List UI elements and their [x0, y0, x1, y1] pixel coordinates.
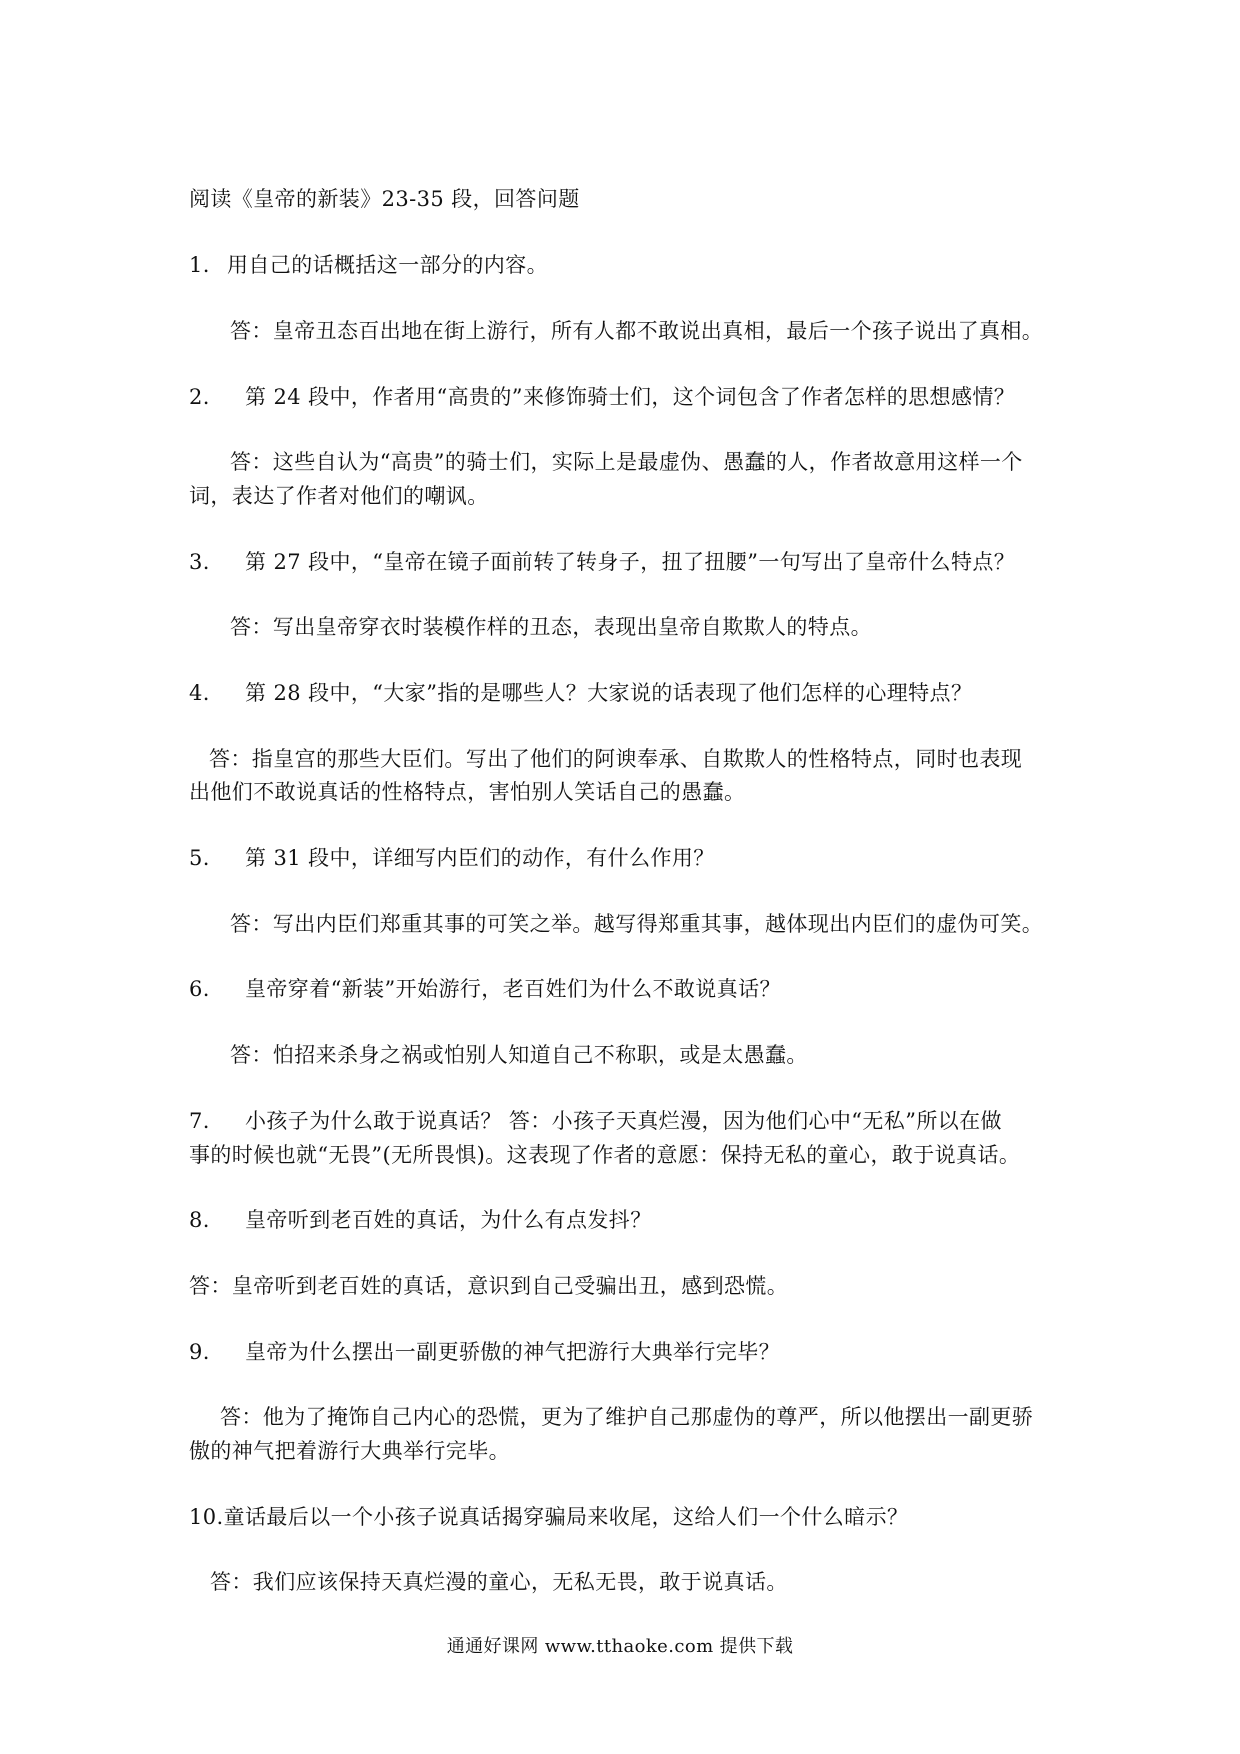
answer-9-line-2: 傲的神气把着游行大典举行完毕。 — [189, 1439, 510, 1463]
question-8 — [189, 1204, 652, 1237]
question-number: 3. — [189, 550, 210, 574]
page-footer: 通通好课网 www.tthaoke.com 提供下载 — [446, 1636, 794, 1657]
question-text: 第 24 段中，作者用“高贵的”来修饰骑士们，这个词包含了作者怎样的思想感情？ — [245, 385, 1016, 409]
question-number: 6. — [189, 977, 210, 1001]
question-text: 小孩子为什么敢于说真话？ 答：小孩子天真烂漫，因为他们心中“无私”所以在做 — [245, 1109, 1002, 1133]
question-number: 10. — [189, 1505, 224, 1529]
question-number: 4. — [189, 681, 210, 705]
question-text: 第 27 段中，“皇帝在镜子面前转了转身子，扭了扭腰”一句写出了皇帝什么特点？ — [245, 550, 1016, 574]
answer-4-line-1: 答：指皇宫的那些大臣们。写出了他们的阿谀奉承、自欺欺人的性格特点，同时也表现 — [209, 747, 1023, 771]
question-number: 5. — [189, 846, 210, 870]
answer-2-line-2: 词，表达了作者对他们的嘲讽。 — [189, 484, 489, 508]
question-number: 2. — [189, 385, 210, 409]
question-text: 第 31 段中，详细写内臣们的动作，有什么作用？ — [245, 846, 715, 870]
question-text: 皇帝为什么摆出一副更骄傲的神气把游行大典举行完毕？ — [245, 1340, 780, 1364]
question-1 — [189, 249, 548, 282]
question-text: 第 28 段中，“大家”指的是哪些人？大家说的话表现了他们怎样的心理特点？ — [245, 681, 973, 705]
question-2 — [189, 381, 1015, 414]
answer-9-line-1: 答：他为了掩饰自己内心的恐慌，更为了维护自己那虚伪的尊严，所以他摆出一副更骄 — [220, 1405, 1034, 1429]
question-number: 8. — [189, 1208, 210, 1232]
answer-6: 答：怕招来杀身之祸或怕别人知道自己不称职，或是太愚蠢。 — [230, 1043, 808, 1067]
question-number: 9. — [189, 1340, 210, 1364]
question-number: 7. — [189, 1109, 210, 1133]
question-5 — [189, 842, 715, 875]
answer-8: 答：皇帝听到老百姓的真话，意识到自己受骗出丑，感到恐慌。 — [189, 1274, 789, 1298]
answer-5: 答：写出内臣们郑重其事的可笑之举。越写得郑重其事，越体现出内臣们的虚伪可笑。 — [230, 912, 1044, 936]
question-number: 1. — [189, 253, 210, 277]
question-7-line-2: 事的时候也就“无畏”(无所畏惧)。这表现了作者的意愿：保持无私的童心，敢于说真话。 — [189, 1143, 1021, 1167]
question-text: 皇帝听到老百姓的真话，为什么有点发抖？ — [245, 1208, 652, 1232]
question-10 — [189, 1501, 908, 1534]
question-text: 童话最后以一个小孩子说真话揭穿骗局来收尾，这给人们一个什么暗示？ — [223, 1505, 909, 1529]
question-text: 皇帝穿着“新装”开始游行，老百姓们为什么不敢说真话？ — [245, 977, 781, 1001]
answer-4-line-2: 出他们不敢说真话的性格特点，害怕别人笑话自己的愚蠢。 — [189, 780, 746, 804]
document-heading: 阅读《皇帝的新装》23-35 段，回答问题 — [189, 187, 580, 211]
answer-10: 答：我们应该保持天真烂漫的童心，无私无畏，敢于说真话。 — [210, 1570, 788, 1594]
question-text: 用自己的话概括这一部分的内容。 — [227, 253, 548, 277]
question-9 — [189, 1336, 780, 1369]
question-7-line-1 — [189, 1105, 1002, 1138]
answer-2-line-1: 答：这些自认为“高贵”的骑士们，实际上是最虚伪、愚蠢的人，作者故意用这样一个 — [230, 450, 1023, 474]
question-6 — [189, 973, 781, 1006]
answer-3: 答：写出皇帝穿衣时装模作样的丑态，表现出皇帝自欺欺人的特点。 — [230, 615, 872, 639]
question-4 — [189, 677, 972, 710]
answer-1: 答：皇帝丑态百出地在街上游行，所有人都不敢说出真相，最后一个孩子说出了真相。 — [230, 319, 1044, 343]
question-3 — [189, 546, 1015, 579]
